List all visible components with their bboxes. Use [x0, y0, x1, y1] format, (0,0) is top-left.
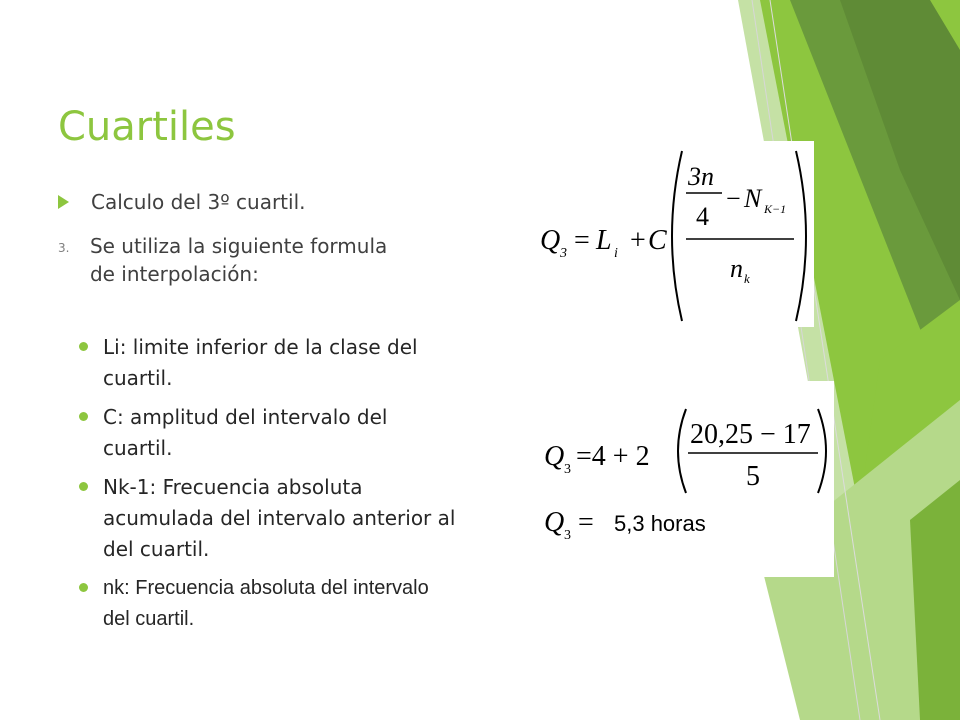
applied-left-paren — [678, 409, 686, 493]
applied-right-paren — [818, 409, 826, 493]
formula-nk: n — [730, 254, 743, 283]
applied-formula — [530, 381, 834, 577]
general-formula — [530, 141, 814, 327]
applied-q-sub: 3 — [564, 462, 571, 477]
definitions-list — [76, 332, 456, 643]
item-number: 3. — [58, 241, 70, 255]
applied-denominator: 5 — [746, 461, 760, 492]
formula-plus: + — [630, 225, 646, 256]
formula-n-cap: N — [744, 184, 762, 213]
result-q: Q — [544, 507, 565, 538]
formula-q: Q — [540, 225, 561, 256]
formula-nk-sub: k — [744, 271, 750, 286]
arrow-bullet-icon — [58, 195, 69, 209]
definition-item — [76, 402, 456, 464]
formula-l: L — [596, 225, 612, 256]
formula-l-sub: i — [614, 246, 618, 261]
right-paren — [796, 151, 806, 321]
definition-text: Nk-1: Frecuencia absoluta acumulada del intervalo anterior al del cuartil. — [103, 475, 456, 561]
formula-4: 4 — [696, 202, 709, 231]
main-bullet — [58, 190, 305, 214]
applied-numerator: 20,25 − 17 — [690, 419, 811, 450]
formula-n-cap-sub: K−1 — [764, 202, 787, 216]
definition-text: nk: Frecuencia absoluta del intervalo del cuartil. — [103, 577, 429, 630]
left-paren — [672, 151, 682, 321]
formula-minus: − — [726, 184, 741, 213]
applied-formula-image — [530, 381, 834, 577]
result-q-sub: 3 — [564, 528, 571, 543]
main-bullet-text: Calculo del 3º cuartil. — [91, 190, 306, 214]
bullet-dot-icon — [79, 412, 88, 421]
result-value: 5,3 horas — [614, 511, 706, 536]
applied-expr: =4 + 2 — [576, 441, 650, 472]
general-formula-image — [530, 141, 814, 327]
definition-item — [76, 472, 456, 565]
applied-q: Q — [544, 441, 565, 472]
bullet-dot-icon — [79, 342, 88, 351]
slide-title: Cuartiles — [58, 104, 236, 150]
definition-item — [76, 332, 456, 394]
formula-q-sub: 3 — [560, 246, 567, 261]
formula-eq: = — [574, 225, 590, 256]
numbered-item — [58, 232, 418, 288]
bullet-dot-icon — [79, 482, 88, 491]
definition-text: C: amplitud del intervalo del cuartil. — [103, 405, 388, 460]
result-eq: = — [578, 507, 594, 538]
formula-3n: 3n — [688, 162, 714, 191]
numbered-item-text: Se utiliza la siguiente formula de interpolación: — [89, 234, 388, 286]
definition-item — [76, 573, 456, 635]
definition-text: Li: limite inferior de la clase del cuartil. — [103, 335, 418, 390]
formula-c: C — [648, 225, 667, 256]
bullet-dot-icon — [79, 583, 88, 592]
